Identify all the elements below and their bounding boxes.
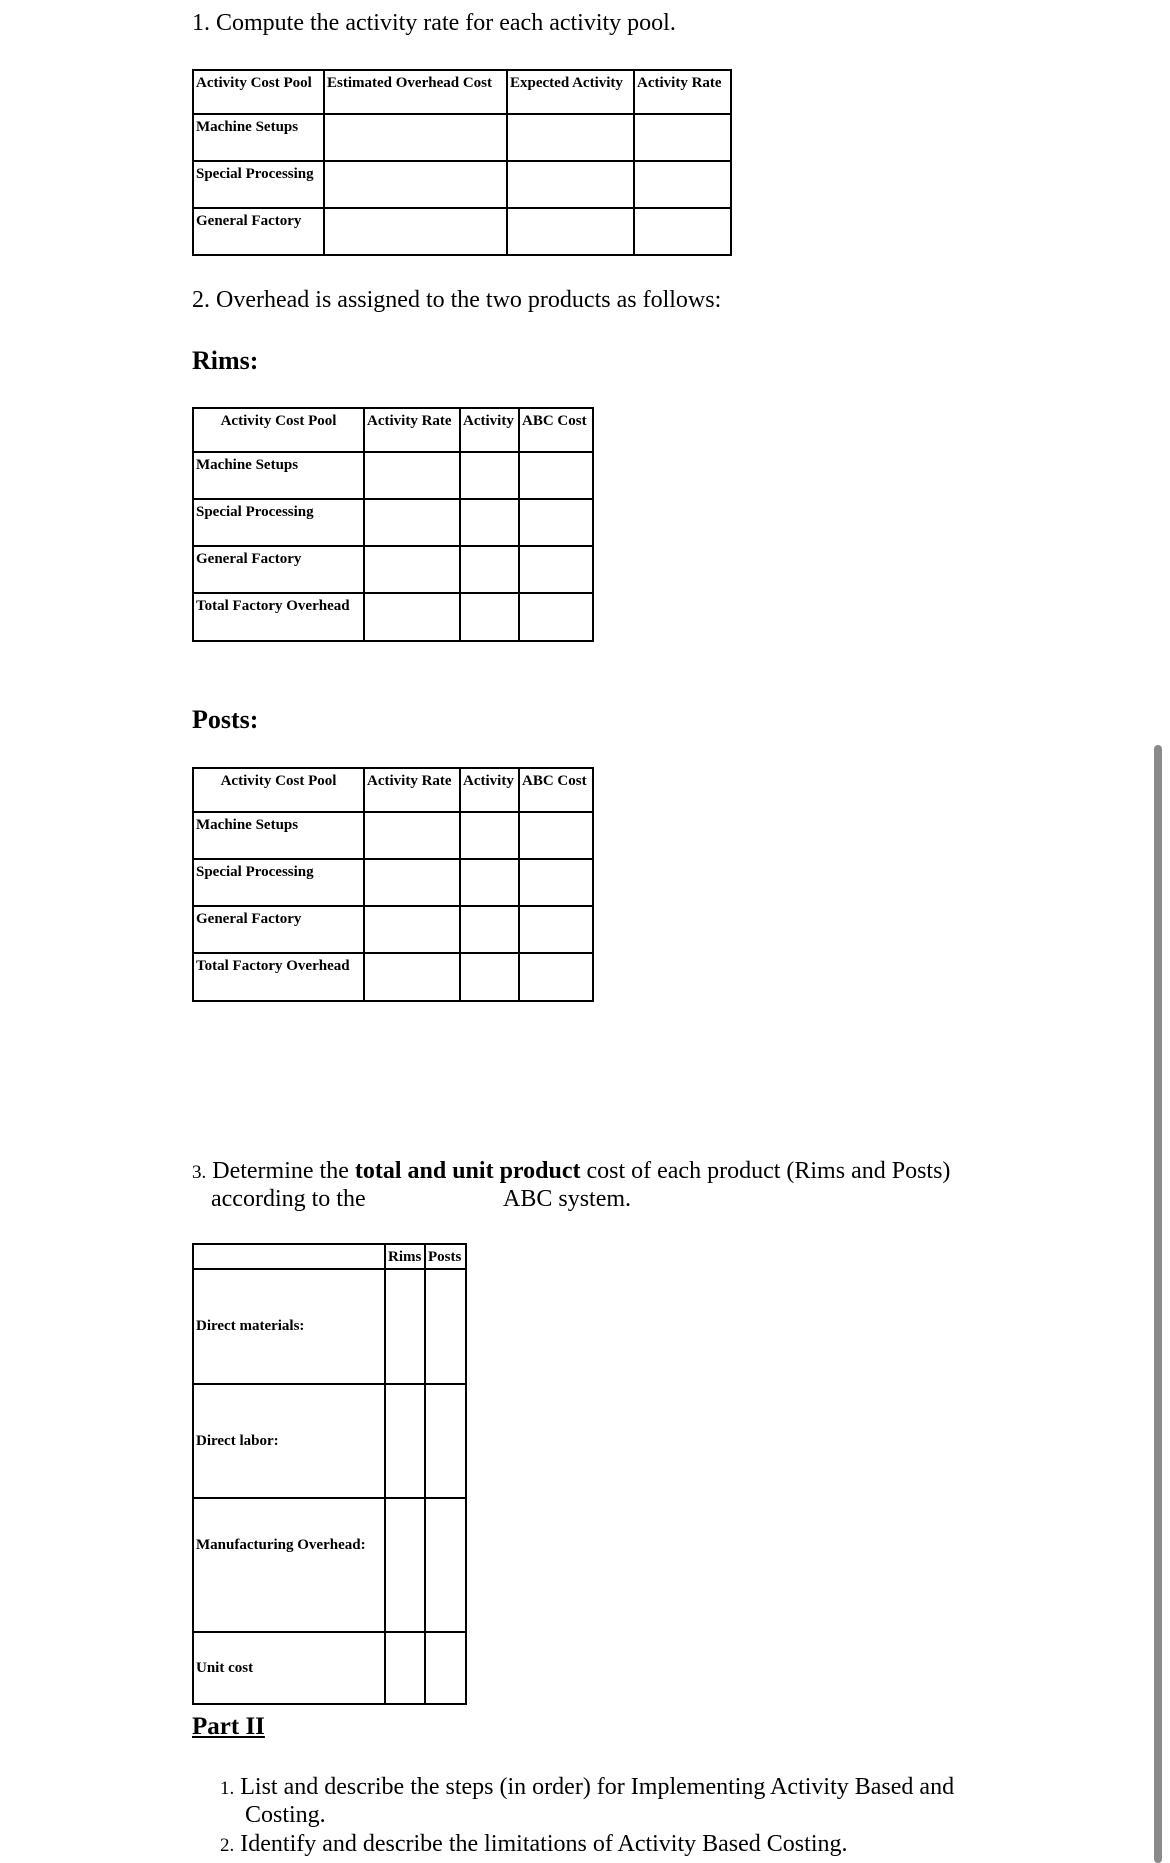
row-label-special-processing: Special Processing	[193, 859, 364, 906]
header-posts: Posts	[425, 1244, 466, 1269]
input-cell[interactable]	[425, 1269, 466, 1384]
header-abc-cost: ABC Cost	[519, 768, 593, 812]
question-2-text: Overhead is assigned to the two products as follows:	[216, 287, 722, 313]
input-cell[interactable]	[425, 1384, 466, 1498]
question-2	[192, 286, 721, 314]
corner-cell	[193, 1244, 385, 1269]
row-label-direct-labor: Direct labor:	[193, 1384, 385, 1498]
input-cell[interactable]	[507, 114, 634, 161]
row-label-machine-setups: Machine Setups	[193, 114, 324, 161]
input-cell[interactable]	[425, 1632, 466, 1704]
question-3	[192, 1157, 950, 1187]
activity-rate-table	[192, 69, 732, 256]
row-label-direct-materials: Direct materials:	[193, 1269, 385, 1384]
row-label-general-factory: General Factory	[193, 546, 364, 593]
input-cell[interactable]	[519, 812, 593, 859]
input-cell[interactable]	[634, 208, 731, 255]
input-cell[interactable]	[519, 452, 593, 499]
row-label-total-factory-overhead: Total Factory Overhead	[193, 953, 364, 1001]
input-cell[interactable]	[460, 812, 519, 859]
question-2-number: 2.	[192, 287, 210, 313]
vertical-scrollbar[interactable]	[1154, 745, 1162, 1863]
header-estimated-overhead-cost: Estimated Overhead Cost	[324, 70, 507, 114]
input-cell[interactable]	[507, 208, 634, 255]
posts-heading: Posts:	[192, 705, 259, 734]
input-cell[interactable]	[460, 953, 519, 1001]
input-cell[interactable]	[460, 546, 519, 593]
question-3-line2a: according to the	[211, 1186, 366, 1212]
row-label-machine-setups: Machine Setups	[193, 812, 364, 859]
part-ii-item-2-line1: Identify and describe the limitations of Activity Based Costing.	[240, 1831, 848, 1857]
row-label-special-processing: Special Processing	[193, 161, 324, 208]
input-cell[interactable]	[460, 593, 519, 641]
header-activity-cost-pool: Activity Cost Pool	[193, 70, 324, 114]
input-cell[interactable]	[507, 161, 634, 208]
header-activity-cost-pool: Activity Cost Pool	[193, 408, 364, 452]
input-cell[interactable]	[385, 1384, 425, 1498]
input-cell[interactable]	[364, 499, 460, 546]
input-cell[interactable]	[460, 859, 519, 906]
posts-table	[192, 767, 594, 1002]
question-3-text-post: cost of each product (Rims and Posts)	[580, 1158, 951, 1184]
input-cell[interactable]	[385, 1632, 425, 1704]
header-activity: Activity	[460, 408, 519, 452]
part-ii-item-1-line1: List and describe the steps (in order) for Implementing Activity Based and	[240, 1774, 955, 1800]
rims-heading: Rims:	[192, 346, 259, 375]
input-cell[interactable]	[385, 1269, 425, 1384]
header-activity-rate: Activity Rate	[634, 70, 731, 114]
input-cell[interactable]	[519, 953, 593, 1001]
input-cell[interactable]	[364, 859, 460, 906]
input-cell[interactable]	[634, 114, 731, 161]
row-label-unit-cost: Unit cost	[193, 1632, 385, 1704]
rims-table	[192, 407, 594, 642]
part-ii-heading: Part II	[192, 1713, 265, 1740]
part-ii-item-1	[220, 1773, 954, 1803]
unit-cost-table	[192, 1243, 467, 1705]
header-expected-activity: Expected Activity	[507, 70, 634, 114]
input-cell[interactable]	[519, 546, 593, 593]
input-cell[interactable]	[634, 161, 731, 208]
input-cell[interactable]	[460, 499, 519, 546]
input-cell[interactable]	[519, 593, 593, 641]
part-ii-item-2-number: 2.	[220, 1835, 235, 1856]
input-cell[interactable]	[324, 208, 507, 255]
input-cell[interactable]	[519, 906, 593, 953]
question-3-text-bold: total and unit product	[354, 1158, 581, 1184]
input-cell[interactable]	[364, 906, 460, 953]
input-cell[interactable]	[425, 1498, 466, 1632]
row-label-total-factory-overhead: Total Factory Overhead	[193, 593, 364, 641]
input-cell[interactable]	[364, 953, 460, 1001]
part-ii-item-1-line2: Costing.	[245, 1802, 326, 1828]
header-abc-cost: ABC Cost	[519, 408, 593, 452]
question-3-number: 3.	[192, 1162, 207, 1183]
input-cell[interactable]	[460, 452, 519, 499]
question-3-text-pre: Determine the	[212, 1158, 355, 1184]
row-label-machine-setups: Machine Setups	[193, 452, 364, 499]
input-cell[interactable]	[364, 593, 460, 641]
input-cell[interactable]	[460, 906, 519, 953]
question-1-number: 1.	[192, 10, 210, 36]
question-1	[192, 9, 676, 37]
header-activity-rate: Activity Rate	[364, 408, 460, 452]
header-activity: Activity	[460, 768, 519, 812]
row-label-general-factory: General Factory	[193, 208, 324, 255]
header-activity-cost-pool: Activity Cost Pool	[193, 768, 364, 812]
header-activity-rate: Activity Rate	[364, 768, 460, 812]
input-cell[interactable]	[385, 1498, 425, 1632]
row-label-manufacturing-overhead: Manufacturing Overhead:	[193, 1498, 385, 1632]
part-ii-item-1-number: 1.	[220, 1778, 235, 1799]
input-cell[interactable]	[519, 499, 593, 546]
row-label-special-processing: Special Processing	[193, 499, 364, 546]
input-cell[interactable]	[364, 452, 460, 499]
question-1-text: Compute the activity rate for each activity pool.	[216, 10, 676, 36]
question-3-line2b: ABC system.	[503, 1186, 632, 1212]
header-rims: Rims	[385, 1244, 425, 1269]
input-cell[interactable]	[324, 114, 507, 161]
part-ii-item-2	[220, 1830, 847, 1860]
input-cell[interactable]	[519, 859, 593, 906]
row-label-general-factory: General Factory	[193, 906, 364, 953]
input-cell[interactable]	[324, 161, 507, 208]
input-cell[interactable]	[364, 546, 460, 593]
input-cell[interactable]	[364, 812, 460, 859]
